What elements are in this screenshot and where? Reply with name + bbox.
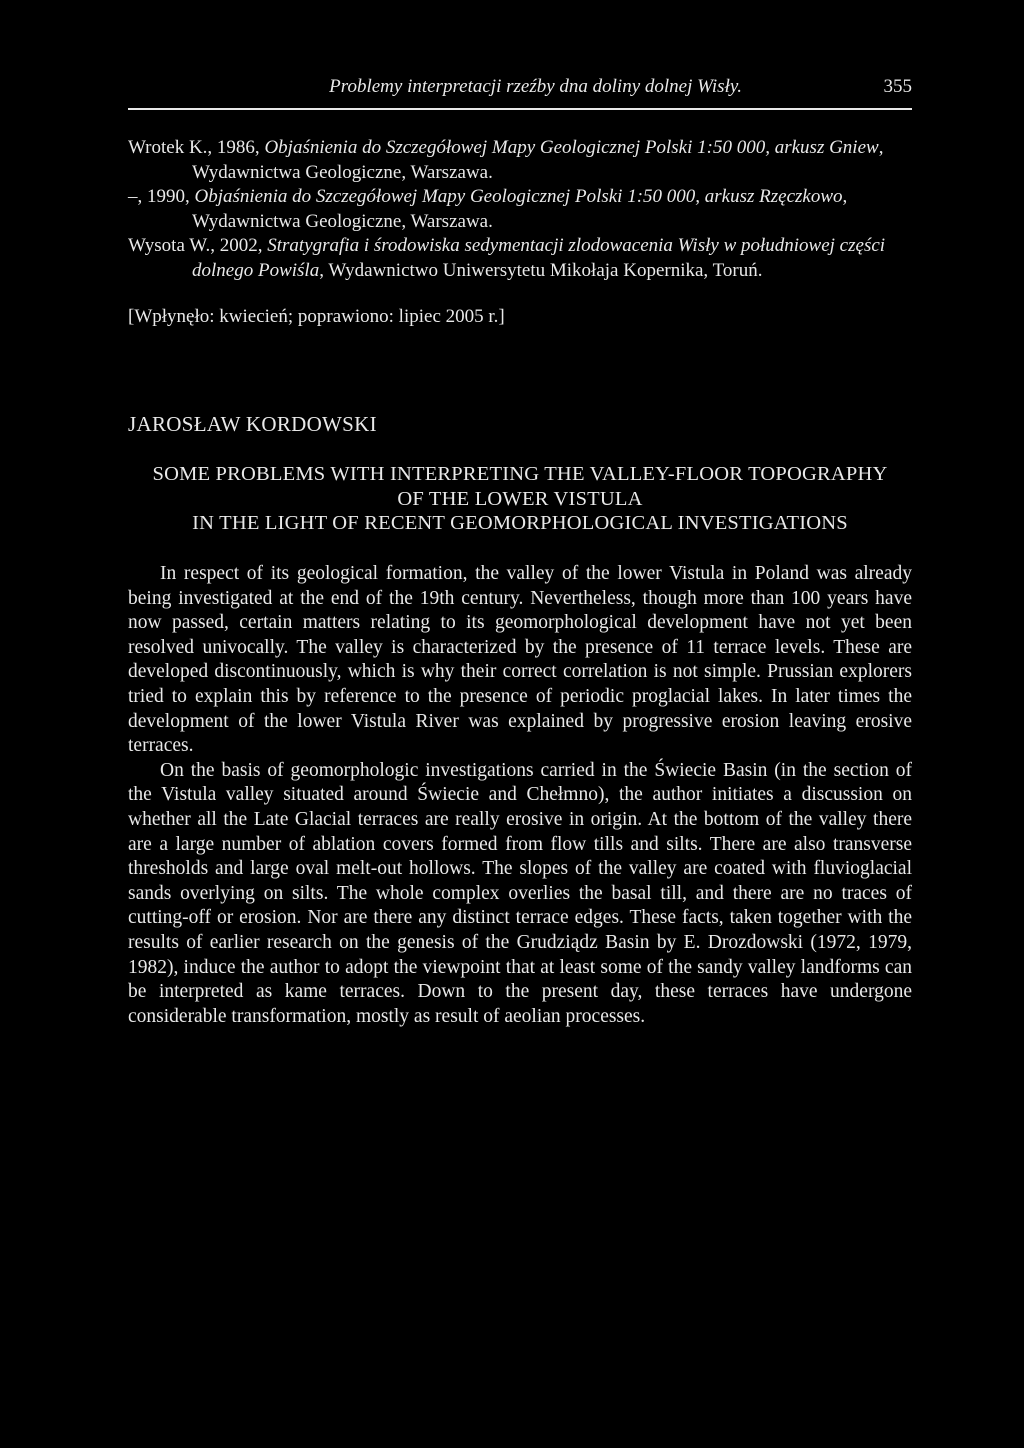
abstract-paragraph: In respect of its geological formation, the valley of the lower Vistula in Poland was already being investigated at the end of the 19th century. Nevertheless, though more than 100 years have now passed, certain matters relating to its geomorphological development have not yet been resolved univocally. The valley is characterized by the presence of 11 terrace levels. These are developed discontinuously, which is why their correct correlation is not simple. Prussian explorers tried to explain this by reference to the presence of periodic proglacial lakes. In later times the development of the lower Vistula River was explained by progressive erosion leaving erosive terraces. xyxy=(128,563,912,757)
reference-title: Objaśnienia do Szczegółowej Mapy Geologicznej Polski 1:50 000, arkusz Rzęczkowo xyxy=(194,186,843,207)
reference-entry xyxy=(128,136,912,185)
summary-title-line: OF THE LOWER VISTULA xyxy=(397,487,643,510)
reference-entry xyxy=(128,234,912,283)
reference-suffix: , Wydawnictwo Uniwersytetu Mikołaja Kopernika, Toruń. xyxy=(319,259,763,281)
reference-suffix: , Wydawnictwa Geologiczne, Warszawa. xyxy=(192,186,848,232)
page-number: 355 xyxy=(883,76,912,97)
reference-list xyxy=(128,136,912,283)
running-header xyxy=(128,76,912,102)
reference-title: Objaśnienia do Szczegółowej Mapy Geologicznej Polski 1:50 000, arkusz Gniew xyxy=(264,137,879,158)
summary-title xyxy=(128,462,912,536)
reference-title: Stratygrafia i środowiska sedymentacji zlodowacenia Wisły w południowej części dolnego Powiśla xyxy=(192,235,886,281)
author-name: JAROSŁAW KORDOWSKI xyxy=(128,412,377,436)
summary-title-line: IN THE LIGHT OF RECENT GEOMORPHOLOGICAL INVESTIGATIONS xyxy=(192,512,848,534)
reference-prefix: Wrotek K., 1986, xyxy=(128,137,265,158)
received-note: [Wpłynęło: kwiecień; poprawiono: lipiec 2005 r.] xyxy=(128,306,505,327)
abstract-paragraph: On the basis of geomorphologic investigations carried in the Świecie Basin (in the section of the Vistula valley situated around Świecie and Chełmno), the author initiates a discussion on whether all the Late Glacial terraces are really erosive in origin. At the bottom of the valley there are a large number of ablation covers formed from flow tills and silts. There are also transverse thresholds and large oval melt-out hollows. The slopes of the valley are coated with fluvioglacial sands overlying on silts. The whole complex overlies the basal till, and there are no traces of cutting-off or erosion. Nor are there any distinct terrace edges. These facts, taken together with the results of earlier research on the genesis of the Grudziądz Basin by E. Drozdowski (1972, 1979, 1982), induce the author to adopt the viewpoint that at least some of the sandy valley landforms can be interpreted as kame terraces. Down to the present day, these terraces have undergone considerable transformation, mostly as result of aeolian processes. xyxy=(128,759,912,1027)
reference-prefix: Wysota W., 2002, xyxy=(128,235,268,256)
abstract xyxy=(128,562,912,1029)
reference-suffix: , Wydawnictwa Geologiczne, Warszawa. xyxy=(192,137,884,183)
summary-title-line: SOME PROBLEMS WITH INTERPRETING THE VALLEY-FLOOR TOPOGRAPHY xyxy=(152,463,888,485)
running-title: Problemy interpretacji rzeźby dna doliny dolnej Wisły. xyxy=(329,76,742,97)
reference-entry xyxy=(128,185,912,234)
reference-prefix: –, 1990, xyxy=(128,186,195,207)
header-rule xyxy=(128,108,912,110)
